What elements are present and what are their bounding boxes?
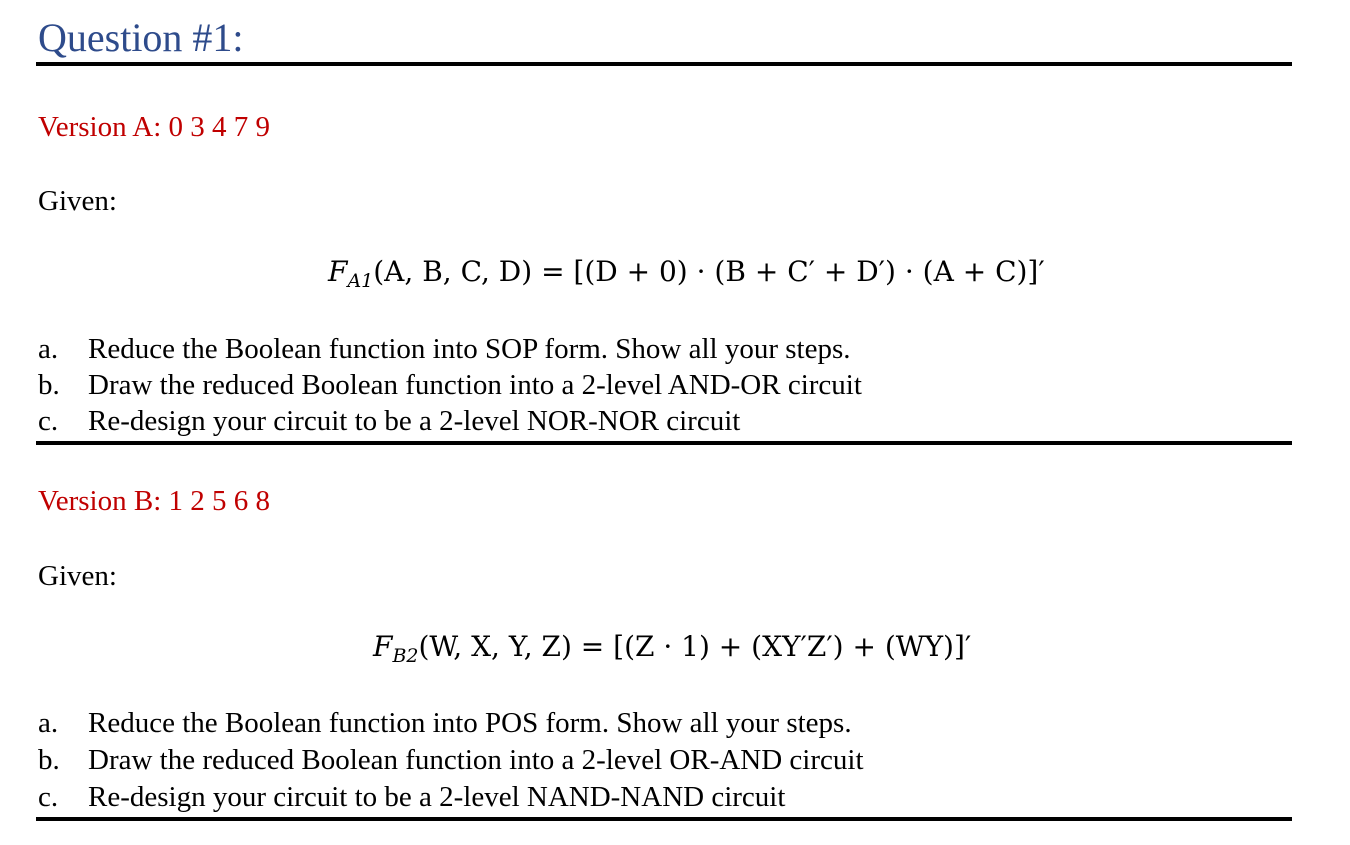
version-b-list-item — [38, 705, 852, 741]
version-a-equation — [328, 254, 1045, 290]
list-item-text: Reduce the Boolean function into SOP form. Show all your steps. — [88, 333, 851, 365]
version-b-divider — [36, 817, 1292, 821]
page-title: Question #1: — [38, 15, 244, 60]
version-a-list-item — [38, 367, 862, 403]
version-b-given-label: Given: — [38, 560, 117, 592]
version-b-equation — [373, 629, 971, 665]
list-item-text: Reduce the Boolean function into POS form. Show all your steps. — [88, 707, 852, 739]
version-b-function-body: (W, X, Y, Z) = [(Z · 1) + (XY′Z′) + (WY)]′ — [418, 630, 972, 663]
list-item-text: Draw the reduced Boolean function into a 2-level AND-OR circuit — [88, 369, 862, 401]
version-a-list-item — [38, 331, 851, 367]
version-a-function-subscript: A1 — [347, 270, 374, 292]
version-a-label: Version A: 0 3 4 7 9 — [38, 111, 270, 143]
version-a-function-name: F — [328, 255, 348, 288]
list-item-text: Re-design your circuit to be a 2-level NAND-NAND circuit — [88, 781, 786, 813]
list-item-text: Draw the reduced Boolean function into a 2-level OR-AND circuit — [88, 744, 864, 776]
version-b-label: Version B: 1 2 5 6 8 — [38, 485, 270, 517]
list-marker: c. — [38, 781, 59, 813]
version-b-function-subscript: B2 — [392, 645, 419, 667]
list-marker: a. — [38, 707, 59, 739]
title-divider — [36, 62, 1292, 66]
version-a-list-item — [38, 403, 740, 439]
list-marker: a. — [38, 333, 59, 365]
version-b-list-item — [38, 779, 785, 815]
version-a-divider — [36, 441, 1292, 445]
list-marker: b. — [38, 744, 60, 776]
list-marker: c. — [38, 405, 59, 437]
version-b-function-name: F — [373, 630, 393, 663]
list-item-text: Re-design your circuit to be a 2-level NOR-NOR circuit — [88, 405, 741, 437]
list-marker: b. — [38, 369, 60, 401]
version-a-given-label: Given: — [38, 185, 117, 217]
version-a-function-body: (A, B, C, D) = [(D + 0) · (B + C′ + D′) · (A + C)]′ — [373, 255, 1045, 288]
version-b-list-item — [38, 742, 864, 778]
